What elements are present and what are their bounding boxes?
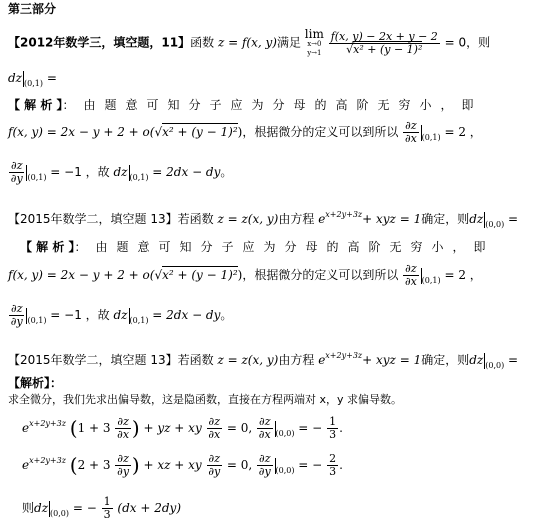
question-tag: 【2012年数学三，填空题，11】 — [8, 35, 191, 50]
problem-3-statement: 【2015年数学二，填空题 13】若函数 z = z(x, y)由方程 $e^{x+2y+3z}+$ xyz = 1确定，则dz $_{(0,0)}$ = — [8, 351, 519, 370]
limit-fraction: $\frac{f(x, y) - 2x + y - 2}{\text{√x² + (y − 1)²}}$ — [330, 29, 438, 56]
problem-2-statement: 【2015年数学二，填空题 13】若函数 z = z(x, y)由方程 $e^{x+2y+3z}+$ xyz = 1确定，则dz $_{(0,0)}$ = — [8, 210, 519, 229]
equation-2: $e^{x+2y+3z}$ (2 + 3 $\frac{\partial z}{\partial y}$ ) + xz + xy $\frac{\partial z}{\partial y}$ = 0, $\frac{\partial z}{\partial y}$ $_{(0,0)}$ = − $\frac{2}{3}$ . — [22, 452, 343, 478]
problem-1-ask: dz $_{(0,1)}$ = — [8, 71, 57, 88]
analysis-3-step: 求全微分，我们先求出偏导数，这是隐函数，直接在方程两端对 x，y 求偏导数。 — [8, 393, 403, 406]
analysis-2-intro — [20, 239, 495, 255]
question-tag: 【2015年数学二，填空题 13】 — [8, 353, 178, 367]
section-title: 第三部分 — [8, 2, 57, 16]
question-tag: 【2015年数学二，填空题 13】 — [8, 212, 178, 226]
analysis-1-expansion: f(x, y) = 2x − y + 2 + o(√x² + (y − 1)²)，根据微分的定义可以到所以 $\frac{\partial z}{\partial x}$ $_{(0,1)}$ = 2 ， — [8, 119, 482, 145]
final-answer: 则dz $_{(0,0)}$ = − $\frac{1}{3}$ (dx + 2dy) — [22, 495, 182, 521]
analysis-2-result: $\frac{\partial z}{\partial y}$ $_{(0,1)}$ = −1 ，故 dz $_{(0,1)}$ = 2dx − dy。 — [10, 302, 233, 328]
analysis-text: ：由题意可知分子应为分母的高阶无穷小，即 — [74, 240, 495, 254]
analysis-text: ：由题意可知分子应为分母的高阶无穷小，即 — [62, 98, 483, 112]
limit-operator: lim x→0 y→1 — [304, 27, 324, 57]
condition-word: 满足 — [276, 35, 301, 50]
analysis-2-expansion: f(x, y) = 2x − y + 2 + o(√x² + (y − 1)²)，根据微分的定义可以到所以 $\frac{\partial z}{\partial x}$ $_{(0,1)}$ = 2 ， — [8, 262, 482, 288]
analysis-1-intro — [8, 97, 483, 113]
equation-1: $e^{x+2y+3z}$ (1 + 3 $\frac{\partial z}{\partial x}$ ) + yz + xy $\frac{\partial z}{\partial x}$ = 0, $\frac{\partial z}{\partial x}$ $_{(0,0)}$ = − $\frac{1}{3}$ . — [22, 415, 343, 441]
analysis-1-result: $\frac{\partial z}{\partial y}$ $_{(0,1)}$ = −1 ，故 dz $_{(0,1)}$ = 2dx − dy。 — [10, 159, 233, 185]
analysis-3-label: 【解析】： — [8, 376, 63, 390]
problem-1-statement — [8, 28, 490, 58]
question-text: 函数 — [190, 35, 215, 50]
analysis-label: 【 解 析 】 — [8, 98, 63, 112]
function-expr: z = f(x, y) — [217, 35, 277, 50]
equals-zero: = 0，则 — [444, 35, 491, 50]
analysis-label: 【 解 析 】 — [20, 240, 75, 254]
